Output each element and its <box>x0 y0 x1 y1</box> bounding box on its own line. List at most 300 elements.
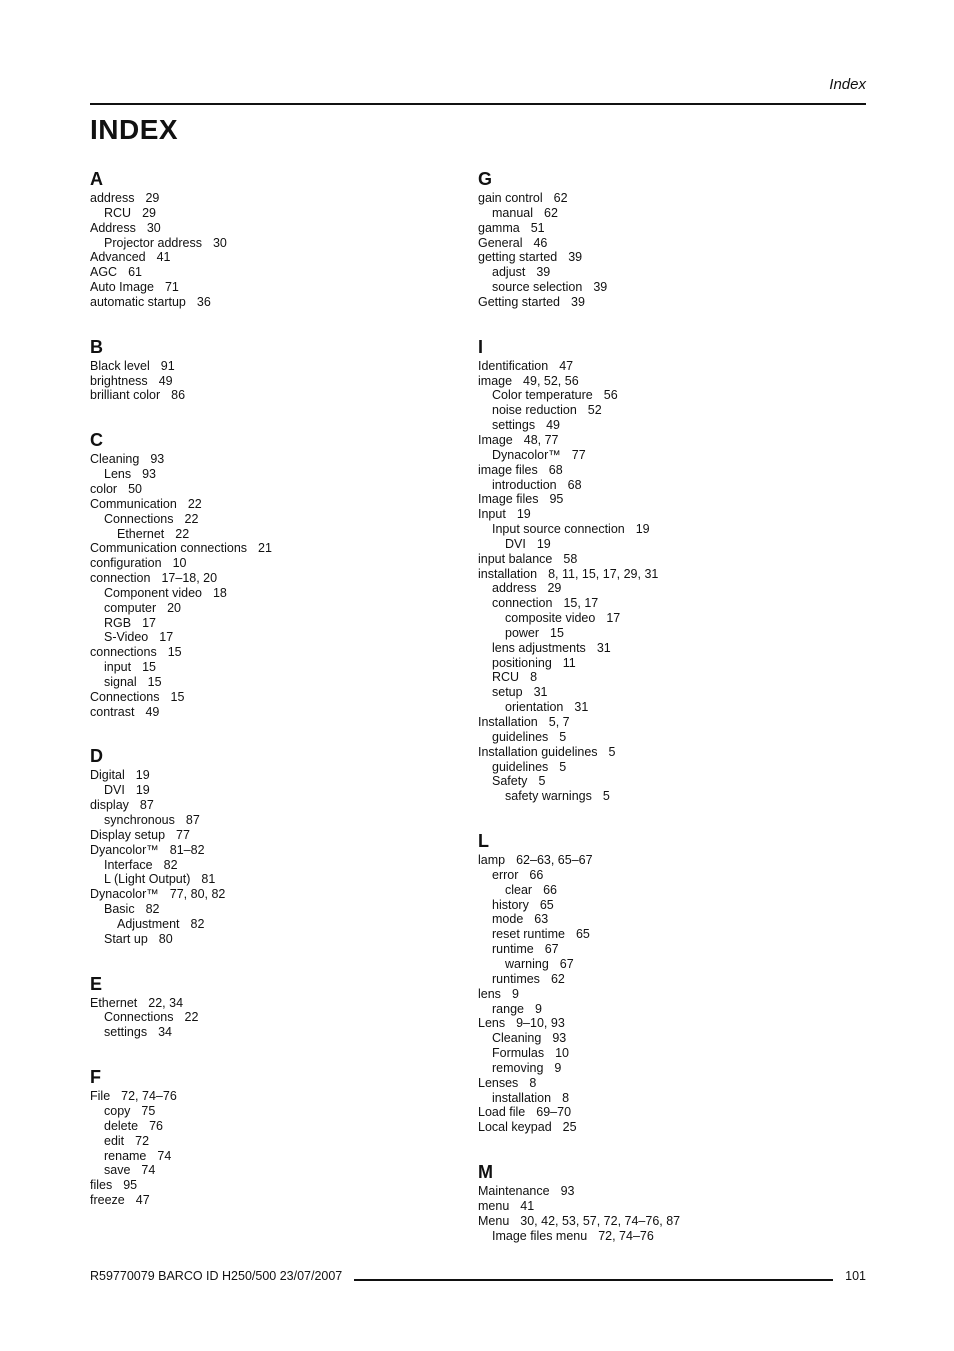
entry-term: Image files <box>478 492 539 507</box>
entry-pages: 17 <box>142 615 156 630</box>
index-entry <box>90 872 470 887</box>
index-section <box>90 429 470 719</box>
entry-term: signal <box>104 674 137 689</box>
entry-pages: 49 <box>145 704 160 719</box>
index-entry <box>478 883 858 898</box>
entry-term: Basic <box>104 902 135 917</box>
entry-pages: 62 <box>550 971 565 986</box>
entry-term: Formulas <box>492 1046 545 1061</box>
index-entry <box>478 730 858 745</box>
index-entry <box>478 760 858 775</box>
entry-pages: 77, 80, 82 <box>169 887 226 902</box>
index-entry <box>478 745 858 760</box>
index-entry <box>478 987 858 1002</box>
index-entry <box>478 641 858 656</box>
index-entry <box>478 1229 858 1244</box>
entry-term: S-Video <box>104 630 149 645</box>
entry-term: Interface <box>104 857 153 872</box>
section-letter: B <box>90 336 103 357</box>
index-column-right <box>478 168 858 1269</box>
index-entry <box>478 433 858 448</box>
entry-term: Maintenance <box>478 1184 550 1199</box>
index-entry <box>478 1199 858 1214</box>
page-footer <box>90 1269 866 1283</box>
entry-pages: 61 <box>128 265 142 280</box>
entry-term: DVI <box>505 536 526 551</box>
entry-term: Connections <box>104 511 174 526</box>
entry-pages: 41 <box>520 1198 535 1213</box>
entry-pages: 15 <box>167 645 182 660</box>
page-title: INDEX <box>90 114 179 145</box>
index-entry <box>478 374 858 389</box>
header-rule <box>90 103 866 105</box>
index-entry <box>90 996 470 1011</box>
index-entry <box>90 512 470 527</box>
section-letter: D <box>90 746 103 767</box>
entry-term: Digital <box>90 768 125 783</box>
entry-pages: 49, 52, 56 <box>523 373 579 388</box>
entry-pages: 22 <box>187 496 202 511</box>
index-entry <box>90 295 470 310</box>
entry-pages: 22 <box>184 1010 199 1025</box>
index-entry <box>90 858 470 873</box>
entry-term: guidelines <box>492 759 549 774</box>
entry-pages: 15 <box>550 625 564 640</box>
footer-page-number: 101 <box>845 1269 866 1283</box>
entry-term: runtime <box>492 942 534 957</box>
index-entry <box>478 1214 858 1229</box>
entry-pages: 21 <box>258 541 272 556</box>
index-entry <box>90 798 470 813</box>
section-letter: E <box>90 973 103 994</box>
entry-pages: 8 <box>562 1090 570 1105</box>
entry-term: orientation <box>505 700 564 715</box>
index-entry <box>90 616 470 631</box>
index-entry <box>478 552 858 567</box>
entry-pages: 9 <box>511 986 519 1001</box>
entry-pages: 80 <box>158 931 173 946</box>
entry-pages: 87 <box>185 813 200 827</box>
entry-term: noise reduction <box>492 403 577 418</box>
entry-term: rename <box>104 1148 147 1163</box>
entry-pages: 19 <box>135 768 150 783</box>
entry-term: Installation guidelines <box>478 744 598 759</box>
entry-term: input balance <box>478 551 553 566</box>
index-entry <box>478 774 858 789</box>
entry-term: installation <box>492 1090 552 1105</box>
entry-pages: 19 <box>135 783 150 798</box>
entry-term: Dynacolor™ <box>90 887 159 902</box>
entry-pages: 47 <box>135 1193 150 1208</box>
index-entry <box>478 236 858 251</box>
entry-term: image <box>478 373 513 388</box>
index-entry <box>90 675 470 690</box>
index-entry <box>478 295 858 310</box>
entry-pages: 58 <box>563 551 578 566</box>
index-entry <box>478 1031 858 1046</box>
index-entry <box>90 221 470 236</box>
index-entry <box>90 374 470 389</box>
index-entry <box>478 478 858 493</box>
entry-term: Communication connections <box>90 541 248 556</box>
section-letter: A <box>90 169 103 189</box>
index-entry <box>90 1193 470 1208</box>
index-entry <box>90 250 470 265</box>
entry-term: Lens <box>478 1016 506 1031</box>
entry-term: Communication <box>90 496 177 511</box>
index-entry <box>478 280 858 295</box>
entry-term: Input source connection <box>492 522 625 537</box>
index-entry <box>478 265 858 280</box>
index-entry <box>90 1010 470 1025</box>
entry-term: Installation <box>478 715 538 729</box>
entry-pages: 50 <box>128 481 142 496</box>
entry-pages: 5, 7 <box>548 715 570 729</box>
entry-pages: 22 <box>184 511 199 526</box>
index-section <box>478 336 858 804</box>
index-entry <box>90 556 470 571</box>
index-entry <box>90 1119 470 1134</box>
entry-pages: 31 <box>596 640 611 655</box>
entry-term: Load file <box>478 1105 526 1120</box>
entry-term: input <box>104 660 132 675</box>
entry-term: manual <box>492 205 533 220</box>
index-entry <box>478 1105 858 1120</box>
entry-term: display <box>90 798 129 813</box>
entry-pages: 31 <box>533 685 548 700</box>
index-section <box>90 745 470 946</box>
index-entry <box>478 656 858 671</box>
index-entry <box>90 660 470 675</box>
entry-term: connection <box>492 596 553 611</box>
entry-term: Cleaning <box>90 452 140 467</box>
index-entry <box>90 1089 470 1104</box>
entry-pages: 65 <box>575 927 590 942</box>
entry-term: lamp <box>478 853 506 868</box>
entry-term: freeze <box>90 1193 125 1208</box>
entry-pages: 39 <box>568 250 583 265</box>
index-entry <box>478 700 858 715</box>
index-section <box>478 830 858 1135</box>
index-entry <box>90 887 470 902</box>
entry-pages: 95 <box>123 1178 138 1193</box>
entry-pages: 69–70 <box>536 1105 572 1120</box>
index-entry <box>90 571 470 586</box>
entry-term: Address <box>90 220 136 235</box>
index-entry <box>90 932 470 947</box>
entry-pages: 30, 42, 53, 57, 72, 74–76, 87 <box>520 1213 681 1228</box>
index-entry <box>478 1076 858 1091</box>
entry-pages: 95 <box>549 492 564 507</box>
index-entry <box>90 452 470 467</box>
index-entry <box>478 1046 858 1061</box>
entry-pages: 29 <box>547 581 562 596</box>
index-entry <box>478 359 858 374</box>
entry-pages: 10 <box>172 556 187 571</box>
entry-term: configuration <box>90 556 162 571</box>
index-entry <box>90 917 470 932</box>
entry-term: Ethernet <box>90 995 138 1010</box>
entry-pages: 68 <box>567 477 582 492</box>
entry-pages: 18 <box>212 585 227 600</box>
entry-pages: 22 <box>175 526 190 541</box>
index-entry <box>90 630 470 645</box>
entry-term: Projector address <box>104 235 202 250</box>
entry-pages: 8, 11, 15, 17, 29, 31 <box>548 566 659 581</box>
entry-pages: 87 <box>139 798 154 813</box>
entry-term: Lenses <box>478 1075 519 1090</box>
entry-pages: 36 <box>196 294 211 309</box>
entry-pages: 17–18, 20 <box>161 571 218 586</box>
index-entry <box>90 690 470 705</box>
index-entry <box>478 463 858 478</box>
entry-pages: 8 <box>530 670 538 685</box>
entry-term: RCU <box>104 205 132 220</box>
footer-document-code: R59770079 BARCO ID H250/500 23/07/2007 <box>90 1269 343 1283</box>
entry-pages: 62–63, 65–67 <box>516 853 593 868</box>
entry-pages: 11 <box>562 655 576 670</box>
index-entry <box>478 250 858 265</box>
index-entry <box>90 388 470 403</box>
entry-term: Getting started <box>478 294 560 309</box>
index-entry <box>90 191 470 206</box>
entry-pages: 68 <box>548 462 563 477</box>
entry-term: introduction <box>492 477 557 492</box>
index-entry <box>90 236 470 251</box>
index-entry <box>478 957 858 972</box>
entry-pages: 34 <box>158 1025 172 1040</box>
entry-term: history <box>492 897 529 912</box>
entry-pages: 51 <box>530 220 545 235</box>
index-entry <box>478 942 858 957</box>
entry-term: contrast <box>90 704 135 719</box>
entry-term: Black level <box>90 358 150 373</box>
entry-pages: 9–10, 93 <box>516 1016 565 1031</box>
entry-pages: 5 <box>538 774 546 789</box>
index-entry <box>478 853 858 868</box>
entry-term: warning <box>505 956 549 971</box>
index-entry <box>478 492 858 507</box>
index-entry <box>90 541 470 556</box>
entry-pages: 49 <box>546 418 560 433</box>
entry-term: settings <box>492 418 536 433</box>
index-entry <box>478 670 858 685</box>
entry-pages: 5 <box>559 729 567 744</box>
entry-pages: 66 <box>543 882 557 897</box>
entry-term: synchronous <box>104 813 175 827</box>
entry-term: edit <box>104 1133 125 1148</box>
entry-term: Image <box>478 432 513 447</box>
index-section <box>90 1066 470 1208</box>
index-section <box>90 973 470 1041</box>
entry-term: Start up <box>104 931 148 946</box>
index-entry <box>90 1163 470 1178</box>
section-letter: I <box>478 336 484 357</box>
entry-term: computer <box>104 600 157 615</box>
entry-term: File <box>90 1089 111 1104</box>
entry-pages: 91 <box>160 358 175 373</box>
entry-pages: 15 <box>170 689 185 704</box>
entry-term: color <box>90 481 118 496</box>
entry-pages: 17 <box>606 611 621 626</box>
index-entry <box>478 1120 858 1135</box>
entry-pages: 10 <box>555 1046 569 1061</box>
entry-term: Ethernet <box>117 526 165 541</box>
entry-term: gain control <box>478 191 543 205</box>
entry-pages: 81–82 <box>169 842 205 857</box>
entry-pages: 25 <box>562 1120 577 1135</box>
section-letter: F <box>90 1067 101 1088</box>
index-entry <box>90 783 470 798</box>
entry-term: setup <box>492 685 523 700</box>
entry-term: connection <box>90 571 151 586</box>
entry-term: address <box>492 581 537 596</box>
index-entry <box>90 705 470 720</box>
entry-term: RGB <box>104 615 132 630</box>
section-letter: M <box>478 1162 493 1183</box>
entry-term: automatic startup <box>90 294 186 309</box>
index-entry <box>90 482 470 497</box>
entry-term: error <box>492 867 519 882</box>
index-entry <box>478 898 858 913</box>
index-entry <box>478 596 858 611</box>
entry-pages: 49 <box>158 373 173 388</box>
index-entry <box>90 1134 470 1149</box>
entry-pages: 29 <box>145 191 160 205</box>
index-entry <box>478 388 858 403</box>
index-entry <box>90 1104 470 1119</box>
entry-term: Image files menu <box>492 1228 588 1243</box>
index-entry <box>90 768 470 783</box>
index-entry <box>90 601 470 616</box>
index-entry <box>90 359 470 374</box>
index-entry <box>478 972 858 987</box>
index-entry <box>478 522 858 537</box>
index-entry <box>90 645 470 660</box>
entry-term: gamma <box>478 220 520 235</box>
entry-term: Component video <box>104 585 202 600</box>
entry-term: adjust <box>492 265 526 280</box>
index-entry <box>478 1184 858 1199</box>
entry-term: DVI <box>104 783 125 798</box>
entry-pages: 93 <box>560 1184 575 1199</box>
index-entry <box>90 206 470 221</box>
entry-term: Connections <box>104 1010 174 1025</box>
entry-term: positioning <box>492 655 552 670</box>
index-entry <box>478 448 858 463</box>
index-entry <box>478 1061 858 1076</box>
entry-pages: 39 <box>593 280 608 295</box>
entry-pages: 72, 74–76 <box>121 1089 177 1104</box>
entry-term: source selection <box>492 280 583 295</box>
entry-pages: 74 <box>141 1163 156 1178</box>
entry-term: Safety <box>492 774 528 789</box>
index-section <box>478 168 858 310</box>
entry-term: lens adjustments <box>492 640 586 655</box>
entry-pages: 75 <box>141 1103 156 1118</box>
entry-term: range <box>492 1001 524 1016</box>
entry-pages: 19 <box>536 536 551 551</box>
index-section <box>478 1161 858 1243</box>
index-entry <box>478 1016 858 1031</box>
entry-term: Identification <box>478 358 549 373</box>
footer-rule <box>354 1279 833 1281</box>
entry-term: menu <box>478 1198 510 1213</box>
index-entry <box>90 902 470 917</box>
entry-pages: 76 <box>149 1118 163 1133</box>
entry-pages: 47 <box>559 358 574 373</box>
index-entry <box>478 537 858 552</box>
entry-term: getting started <box>478 250 558 265</box>
entry-term: mode <box>492 912 524 927</box>
entry-pages: 8 <box>529 1075 537 1090</box>
entry-term: L (Light Output) <box>104 872 191 887</box>
entry-pages: 17 <box>159 630 174 645</box>
entry-pages: 93 <box>150 452 165 467</box>
entry-term: Dyancolor™ <box>90 842 159 857</box>
index-entry <box>478 1091 858 1106</box>
entry-pages: 39 <box>571 294 585 309</box>
entry-term: composite video <box>505 611 596 626</box>
entry-pages: 19 <box>635 522 650 537</box>
entry-pages: 39 <box>536 265 551 280</box>
entry-term: connections <box>90 645 157 660</box>
index-section <box>90 336 470 404</box>
entry-pages: 9 <box>554 1060 562 1075</box>
entry-pages: 82 <box>163 857 178 872</box>
entry-term: Lens <box>104 467 132 482</box>
index-entry <box>478 868 858 883</box>
index-entry <box>478 581 858 596</box>
entry-term: Advanced <box>90 250 146 265</box>
entry-term: RCU <box>492 670 520 685</box>
entry-pages: 46 <box>533 235 548 250</box>
index-entry <box>478 626 858 641</box>
section-letter: G <box>478 169 493 189</box>
entry-term: Local keypad <box>478 1120 552 1135</box>
entry-term: AGC <box>90 265 118 280</box>
entry-term: Menu <box>478 1213 510 1228</box>
index-entry <box>90 813 470 828</box>
section-letter: L <box>478 831 489 852</box>
index-column-left <box>90 168 470 1234</box>
entry-pages: 77 <box>176 827 190 842</box>
index-entry <box>478 927 858 942</box>
entry-term: lens <box>478 986 501 1001</box>
entry-pages: 52 <box>587 403 602 418</box>
entry-pages: 86 <box>171 388 186 403</box>
entry-pages: 72 <box>135 1133 150 1148</box>
index-entry <box>478 611 858 626</box>
entry-pages: 5 <box>559 759 567 774</box>
entry-term: delete <box>104 1118 139 1133</box>
entry-pages: 82 <box>145 902 160 917</box>
entry-pages: 48, 77 <box>523 432 559 447</box>
entry-pages: 67 <box>559 956 574 971</box>
entry-pages: 31 <box>574 700 589 715</box>
entry-pages: 5 <box>608 744 616 759</box>
entry-pages: 30 <box>146 220 161 235</box>
index-entry <box>90 280 470 295</box>
entry-pages: 15, 17 <box>563 596 599 611</box>
entry-pages: 62 <box>553 191 568 205</box>
index-entry <box>478 685 858 700</box>
entry-pages: 56 <box>603 388 618 403</box>
index-entry <box>478 1002 858 1017</box>
entry-term: General <box>478 235 523 250</box>
entry-pages: 62 <box>544 205 558 220</box>
running-head: Index <box>829 76 866 93</box>
